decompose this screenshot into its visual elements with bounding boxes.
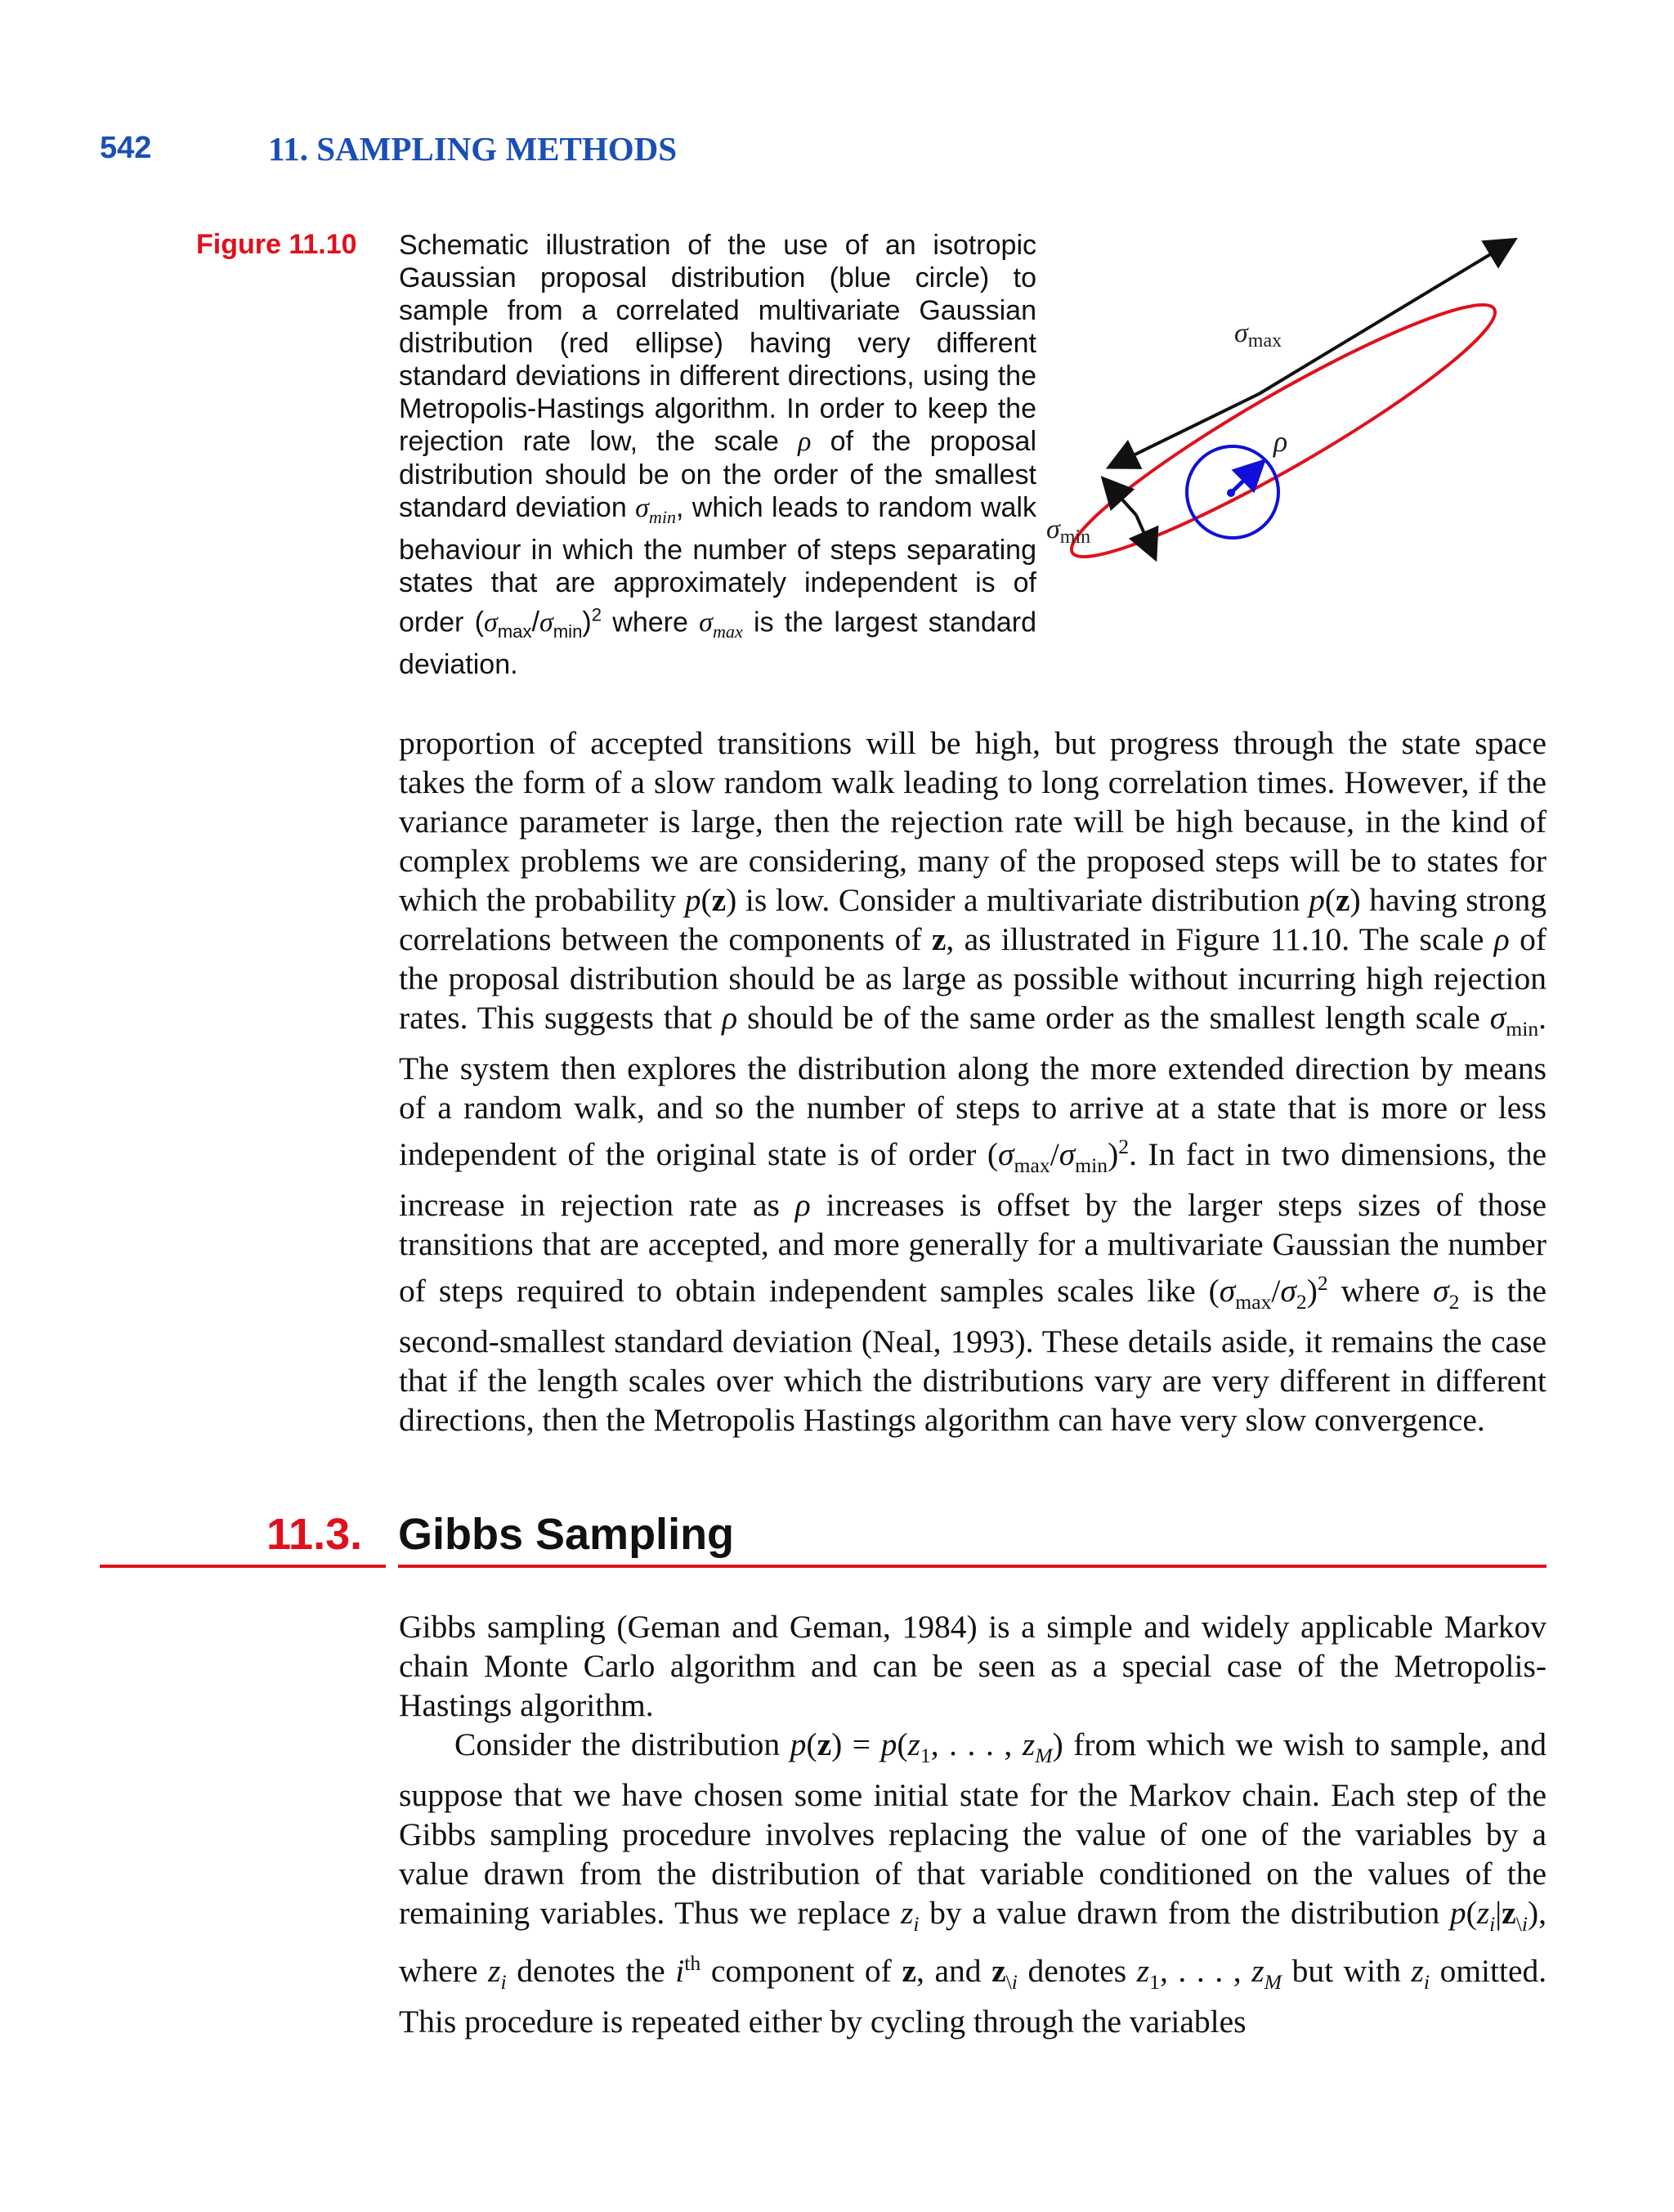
sigma-max-arrow-back: [1112, 394, 1259, 466]
proposal-center: [1227, 489, 1235, 497]
body-text: of the proposal distribution should be as large as possible without incurring high rejection rates. This suggests that: [399, 921, 1547, 1036]
caption-text-4: where: [612, 607, 688, 638]
page-number: 542: [100, 131, 152, 165]
caption-text-3: , which leads to random walk behaviour in which the number of steps separating states that are approximately independent is of order: [399, 492, 1036, 638]
body-text: is low. Consider a multivariate distribution: [745, 882, 1300, 918]
figure-label: Figure 11.10: [196, 229, 357, 260]
body-text: by a value drawn from the distribution: [929, 1894, 1440, 1931]
body-text: proportion of accepted transitions will be high, but progress through the state space takes the form of a slow random walk leading to long correlation times. However, if the variance parameter is large, then the rejection rate will be high because, in the kind of complex problems we are considering, many of the proposed steps will be to states for which the probability: [399, 725, 1546, 918]
section-rule-right: [398, 1565, 1546, 1568]
caption-text-1: Schematic illustration of the use of an isotropic Gaussian proposal distribution (blue circle) to sample from a correlated multivariate Gaussian distribution (red ellipse) having very different standard deviations in different directions, using the Metropolis-Hastings algorithm. In order to keep the rejection rate low, the scale: [399, 230, 1036, 457]
body-text: having strong correlations between the components of: [399, 882, 1547, 957]
section-body: [399, 1607, 1546, 2041]
section-paragraph-1: Gibbs sampling (Geman and Geman, 1984) is a simple and widely applicable Markov chain Monte Carlo algorithm and can be seen as a special case of the Metropolis-Hastings algorithm.: [399, 1609, 1546, 1723]
sigma-max-label: σmax: [1234, 318, 1282, 352]
rho-symbol: ρ: [798, 427, 812, 457]
body-paragraph: proportion of accepted transitions will be high, but progress through the state space takes the form of a slow random walk leading to long correlation times. However, if the variance parameter is large, then the rejection rate will be high because, in the kind of complex problems we are considering, many of the proposed steps will be to states for which the probability p(z) is low. Consider a multivariate distribution p(z) having strong correlations between the components of z, as illustrated in Figure 11.10. The scale ρ of the proposal distribution should be as large as possible without incurring high rejection rates. This suggests that ρ should be of the same order as the smallest length scale $\sigma_{min}$. The system then explores the distribution along the more extended direction by means of a random walk, and so the number of steps to arrive at a state that is more or less independent of the original state is of order $(\sigma_{max}/\sigma_{min})^2$. In fact in two dimensions, the increase in rejection rate as ρ increases is offset by the larger steps sizes of those transitions that are accepted, and more generally for a multivariate Gaussian the number of steps required to obtain independent samples scales like $(\sigma_{max}/\sigma_2)^2$ where $\sigma_2$ is the second-smallest standard deviation (Neal, 1993). These details aside, it remains the case that if the length scales over which the distributions vary are very different in different directions, then the Metropolis Hastings algorithm can have very slow convergence.: [399, 725, 1547, 1438]
figure-diagram: [1046, 221, 1569, 597]
body-text: component of: [710, 1952, 892, 1989]
section-rule-left: [100, 1565, 386, 1568]
body-text: . In fact in two dimensions, the increase in rejection rate as: [399, 1136, 1546, 1223]
sigma-min-arrow-back: [1136, 515, 1154, 556]
ratio-expression: $(\sigma_{max}/\sigma_{min})^2$: [474, 604, 602, 642]
section-title: Gibbs Sampling: [398, 1510, 735, 1559]
body-text: , and: [915, 1952, 982, 1989]
body-text: , as illustrated in Figure 11.10. The scale: [946, 921, 1484, 957]
body-text: , where: [399, 1894, 1547, 1989]
caption-text-2: of the proposal distribution should be on the order of the smallest standard deviation: [399, 426, 1037, 523]
body-text: denotes: [1027, 1952, 1127, 1989]
figure-caption: [399, 229, 1036, 681]
sigma-min-label: σmin: [1046, 514, 1091, 548]
caption-text-5: is the largest standard deviation.: [399, 607, 1037, 680]
rho-label: ρ: [1273, 425, 1288, 458]
body-text: is the second-smallest standard deviation (Neal, 1993). These details aside, it remains the case that if the length scales over which the distributions vary are very different in different directions, then the Metropolis Hastings algorithm can have very slow convergence.: [399, 1273, 1547, 1438]
sigma-max-symbol: $\sigma_{max}$: [699, 607, 743, 642]
body-text: increases is offset by the larger steps sizes of those transitions that are accepted, and more generally for a multivariate Gaussian the number of steps required to obtain independent samples scales like: [399, 1186, 1546, 1310]
body-text: denotes the: [517, 1952, 665, 1989]
body-text: where: [1341, 1273, 1421, 1310]
body-text: from which we wish to sample, and suppose that we have chosen some initial state for the Markov chain. Each step of the Gibbs sampling procedure involves replacing the value of one of the variables by a value drawn from the distribution of that variable conditioned on the values of the remaining variables. Thus we replace: [399, 1726, 1547, 1931]
body-text: but with: [1291, 1952, 1401, 1989]
section-paragraph-2: Consider the distribution $p(z) = p(z_1$, . . . , $z_M$) from which we wish to sample, and suppose that we have chosen some initial state for the Markov chain. Each step of the Gibbs sampling procedure involves replacing the value of one of the variables by a value drawn from the distribution of that variable conditioned on the values of the remaining variables. Thus we replace $z_i$ by a value drawn from the distribution $p(z_i|z_{\backslash i})$, where $z_i$ denotes the $i^{th}$ component of z, and $z_{\backslash i}$ denotes $z_1$, . . . , $z_M$ but with $z_i$ omitted. This procedure is repeated either by cycling through the variables: [399, 1726, 1547, 2040]
sigma-min-symbol: $\sigma_{min}$: [635, 493, 677, 527]
body-text: should be of the same order as the smallest length scale: [747, 1000, 1480, 1036]
chapter-title: 11. SAMPLING METHODS: [268, 130, 678, 168]
body-text: . The system then explores the distribution along the more extended direction by means of a random walk, and so the number of steps to arrive at a state that is more or less independent of the original state is of order: [399, 1000, 1547, 1173]
body-text: omitted. This procedure is repeated either by cycling through the variables: [399, 1952, 1547, 2040]
body-text: Consider the distribution: [454, 1726, 781, 1762]
section-number: 11.3.: [266, 1510, 363, 1559]
sigma-max-arrow: [1259, 241, 1512, 394]
